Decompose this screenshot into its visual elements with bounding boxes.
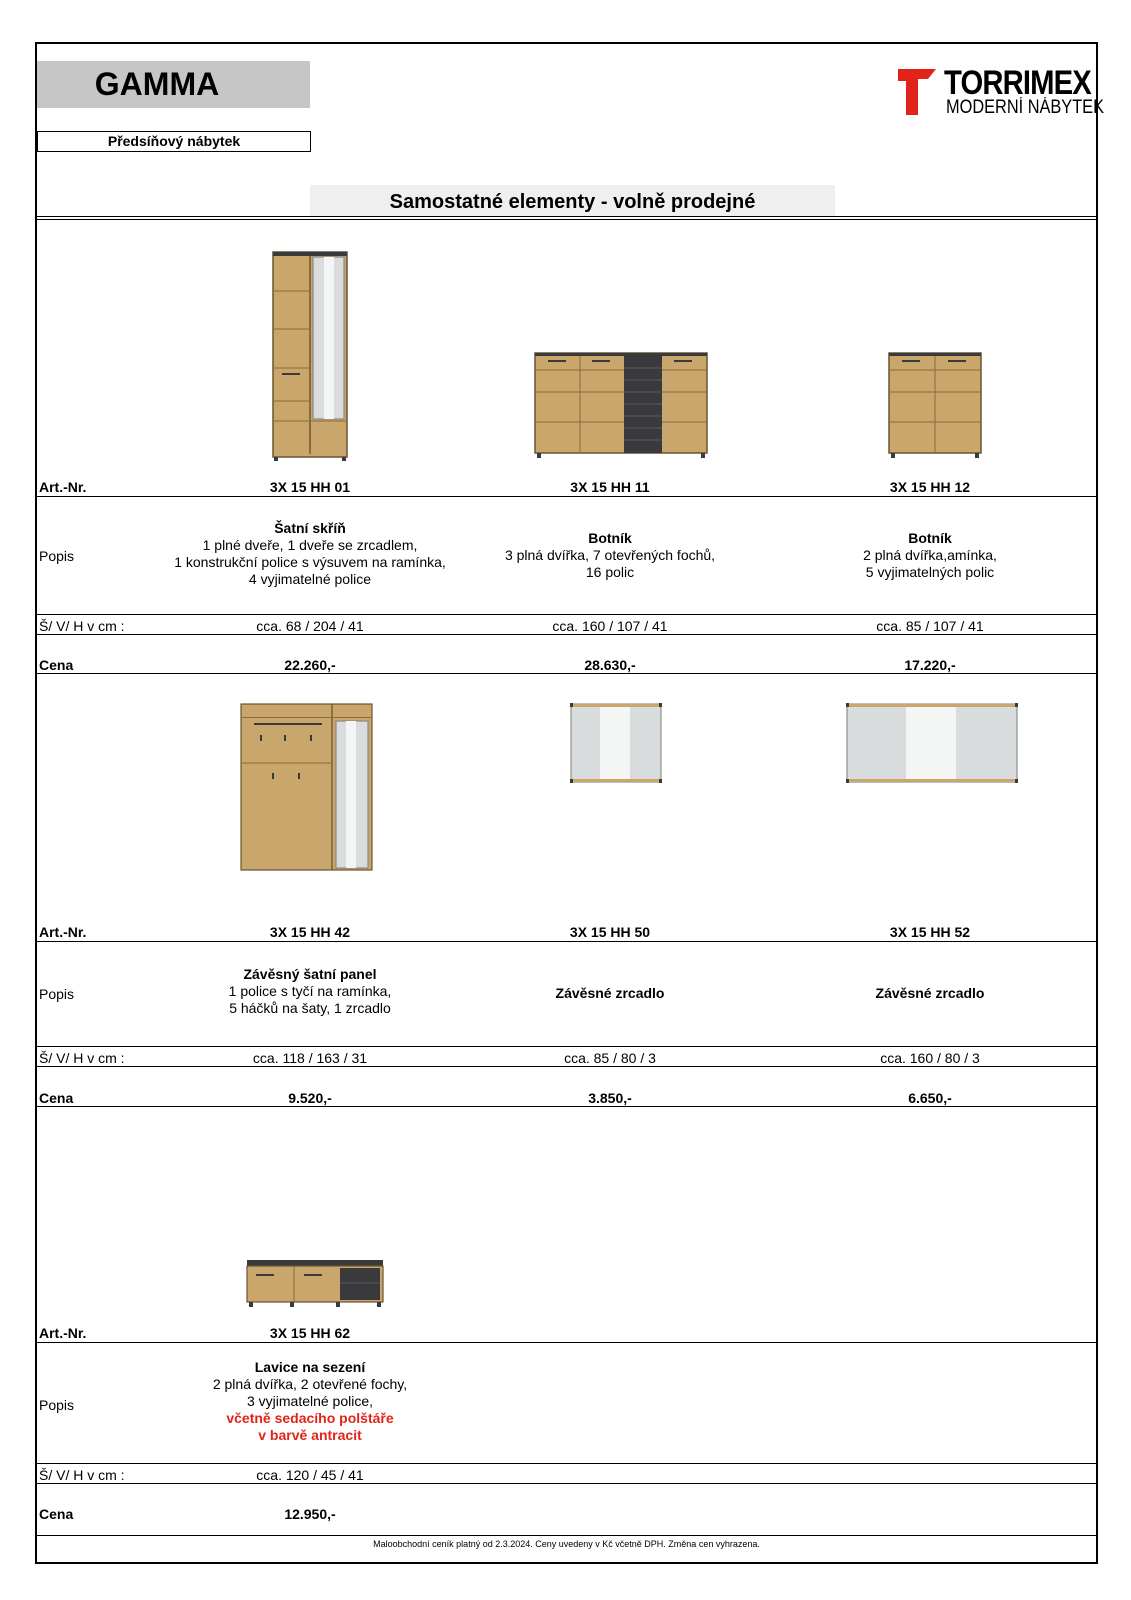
description-line: 3 vyjimatelné police,	[246, 1393, 374, 1409]
footer-divider	[35, 1535, 1098, 1536]
product-description	[160, 966, 460, 1017]
art-nr-label: Art.-Nr.	[39, 479, 87, 495]
product-title: Lavice na sezení	[254, 1359, 366, 1375]
description-line: 2 plná dvířka,amínka,	[863, 547, 997, 563]
product-title: Šatní skříň	[274, 520, 346, 536]
shoe-cabinet-wide-image	[534, 352, 708, 459]
row-divider	[35, 614, 1098, 615]
price-value: 22.260,-	[284, 657, 336, 673]
row-divider	[35, 634, 1098, 635]
product-description	[780, 985, 1080, 1002]
product-title: Závěsné zrcadlo	[875, 985, 985, 1001]
art-nr-label: Art.-Nr.	[39, 924, 87, 940]
description-line: 4 vyjimatelné police	[248, 571, 372, 587]
art-nr-value: 3X 15 HH 52	[889, 924, 971, 940]
popis-label: Popis	[39, 986, 75, 1002]
wall-coat-panel-image	[240, 703, 374, 873]
art-nr-value: 3X 15 HH 11	[570, 479, 650, 495]
dims-value: cca. 118 / 163 / 31	[252, 1050, 368, 1066]
art-nr-value: 3X 15 HH 50	[569, 924, 651, 940]
row-divider	[35, 941, 1098, 942]
row-divider	[35, 1463, 1098, 1464]
cena-label: Cena	[39, 1090, 74, 1106]
torrimex-logo-mark-icon	[898, 67, 938, 117]
description-line: 16 polic	[585, 564, 635, 580]
row-divider	[35, 1483, 1098, 1484]
row-divider	[35, 1342, 1098, 1343]
cena-label: Cena	[39, 657, 74, 673]
dims-value: cca. 160 / 80 / 3	[880, 1050, 980, 1066]
art-nr-value: 3X 15 HH 01	[269, 479, 351, 495]
art-nr-value: 3X 15 HH 42	[269, 924, 351, 940]
wardrobe-image	[272, 251, 348, 461]
dims-value: cca. 68 / 204 / 41	[256, 618, 364, 634]
product-title: Závěsný šatní panel	[243, 966, 377, 982]
price-value: 6.650,-	[908, 1090, 952, 1106]
description-line: 5 vyjimatelných polic	[865, 564, 995, 580]
art-nr-label: Art.-Nr.	[39, 1325, 87, 1341]
wall-mirror-wide-image	[846, 703, 1018, 785]
description-line: 3 plná dvířka, 7 otevřených fochů,	[504, 547, 716, 563]
product-title: Botník	[588, 530, 632, 546]
product-title: Závěsné zrcadlo	[555, 985, 665, 1001]
art-nr-value: 3X 15 HH 12	[889, 479, 971, 495]
highlight-line: v barvě antracit	[258, 1427, 362, 1443]
product-description	[780, 530, 1080, 581]
price-value: 9.520,-	[288, 1090, 332, 1106]
product-description	[160, 1359, 460, 1444]
description-line: 2 plná dvířka, 2 otevřené fochy,	[212, 1376, 408, 1392]
price-value: 17.220,-	[904, 657, 956, 673]
wall-mirror-small-image	[570, 703, 662, 785]
row-divider	[35, 1066, 1098, 1067]
highlight-line: včetně sedacího polštáře	[226, 1410, 394, 1426]
dims-label: Š/ V/ H v cm :	[39, 618, 125, 634]
description-line: 1 police s tyčí na ramínka,	[228, 983, 392, 999]
popis-label: Popis	[39, 548, 75, 564]
logo-brand: TORRIMEX	[944, 64, 1091, 102]
product-description	[160, 520, 460, 588]
shoe-cabinet-small-image	[888, 352, 982, 459]
price-value: 28.630,-	[584, 657, 636, 673]
product-title: Botník	[908, 530, 952, 546]
dims-value: cca. 160 / 107 / 41	[552, 618, 668, 634]
row-divider	[35, 1046, 1098, 1047]
price-list-footer: Maloobchodní ceník platný od 2.3.2024. Ceny uvedeny v Kč včetně DPH. Změna cen vyhrazena.	[373, 1539, 760, 1549]
dims-label: Š/ V/ H v cm :	[39, 1467, 125, 1483]
cena-label: Cena	[39, 1506, 74, 1522]
art-nr-value: 3X 15 HH 62	[269, 1325, 351, 1341]
series-title: GAMMA	[94, 66, 220, 102]
description-line: 1 plné dveře, 1 dveře se zrcadlem,	[202, 537, 418, 553]
section-divider-top	[35, 216, 1098, 217]
section-title: Samostatné elementy - volně prodejné	[310, 185, 835, 216]
torrimex-logo	[898, 64, 1104, 121]
product-description	[460, 530, 760, 581]
price-value: 12.950,-	[284, 1506, 336, 1522]
bench-image	[246, 1259, 384, 1309]
product-description	[460, 985, 760, 1002]
row-divider	[35, 1106, 1098, 1107]
row-divider	[35, 496, 1098, 497]
popis-label: Popis	[39, 1397, 75, 1413]
price-value: 3.850,-	[588, 1090, 632, 1106]
dims-label: Š/ V/ H v cm :	[39, 1050, 125, 1066]
section-divider-bottom	[35, 219, 1098, 220]
dims-value: cca. 85 / 107 / 41	[876, 618, 984, 634]
page-frame	[35, 42, 1098, 1564]
category-label: Předsíňový nábytek	[37, 131, 311, 152]
description-line: 1 konstrukční police s výsuvem na ramínka,	[174, 554, 446, 570]
row-divider	[35, 673, 1098, 674]
description-line: 5 háčků na šaty, 1 zrcadlo	[229, 1000, 391, 1016]
dims-value: cca. 85 / 80 / 3	[564, 1050, 656, 1066]
logo-tagline: MODERNÍ NÁBYTEK	[946, 97, 1104, 118]
dims-value: cca. 120 / 45 / 41	[256, 1467, 364, 1483]
